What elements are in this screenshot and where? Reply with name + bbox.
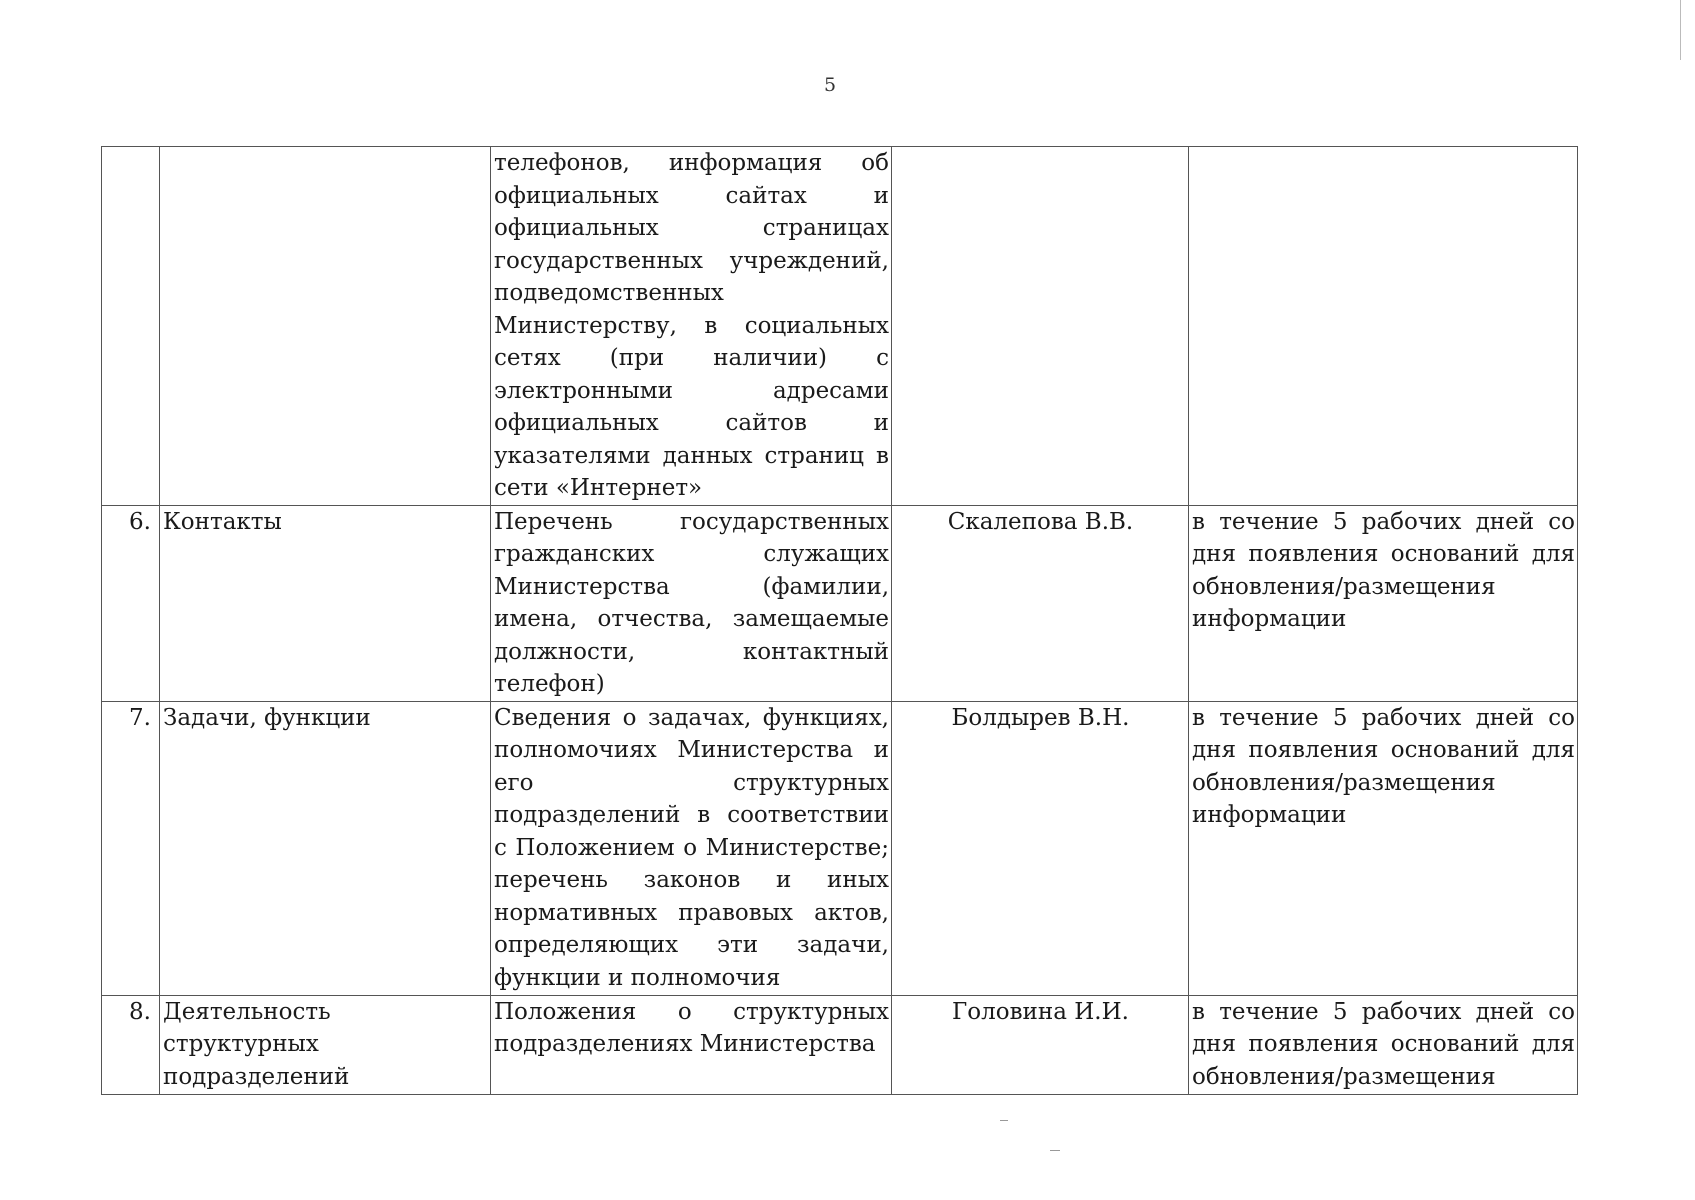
plan-table [101, 146, 1578, 1095]
row-number-cell [102, 147, 160, 506]
responsible-cell: Скалепова В.В. [892, 505, 1189, 701]
description-cell: Положения о структурных подразделениях Министерства [491, 995, 892, 1094]
description-cell: Сведения о задачах, функциях, полномочиях Министерства и его структурных подразделений в соответствии с Положением о Министерстве; перечень законов и иных нормативных правовых актов, определяющих эти задачи, функции и полномочия [491, 701, 892, 995]
responsible-cell [892, 147, 1189, 506]
scan-edge-mark [1680, 0, 1681, 60]
description-cell: Перечень государственных гражданских служащих Министерства (фамилии, имена, отчества, замещаемые должности, контактный телефон) [491, 505, 892, 701]
table-row-continuation [102, 147, 1578, 506]
section-name-cell: Задачи, функции [160, 701, 491, 995]
term-cell [1189, 147, 1578, 506]
scan-speck [1000, 1120, 1008, 1121]
description-cell: телефонов, информация об официальных сайтах и официальных страницах государственных учреждений, подведомственных Министерству, в социальных сетях (при наличии) с электронными адресами официальных сайтов и указателями данных страниц в сети «Интернет» [491, 147, 892, 506]
table-row [102, 701, 1578, 995]
table-row [102, 505, 1578, 701]
row-number-cell: 8. [102, 995, 160, 1094]
table-row [102, 995, 1578, 1094]
responsible-cell: Болдырев В.Н. [892, 701, 1189, 995]
row-number-cell: 6. [102, 505, 160, 701]
responsible-cell: Головина И.И. [892, 995, 1189, 1094]
row-number-cell: 7. [102, 701, 160, 995]
term-cell: в течение 5 рабочих дней со дня появления оснований для обновления/размещения [1189, 995, 1578, 1094]
scan-speck [1050, 1150, 1060, 1151]
page-number: 5 [823, 74, 837, 96]
term-cell: в течение 5 рабочих дней со дня появления оснований для обновления/размещения информации [1189, 505, 1578, 701]
section-name-cell [160, 147, 491, 506]
term-cell: в течение 5 рабочих дней со дня появления оснований для обновления/размещения информации [1189, 701, 1578, 995]
section-name-cell: Контакты [160, 505, 491, 701]
section-name-cell: Деятельность структурных подразделений [160, 995, 491, 1094]
